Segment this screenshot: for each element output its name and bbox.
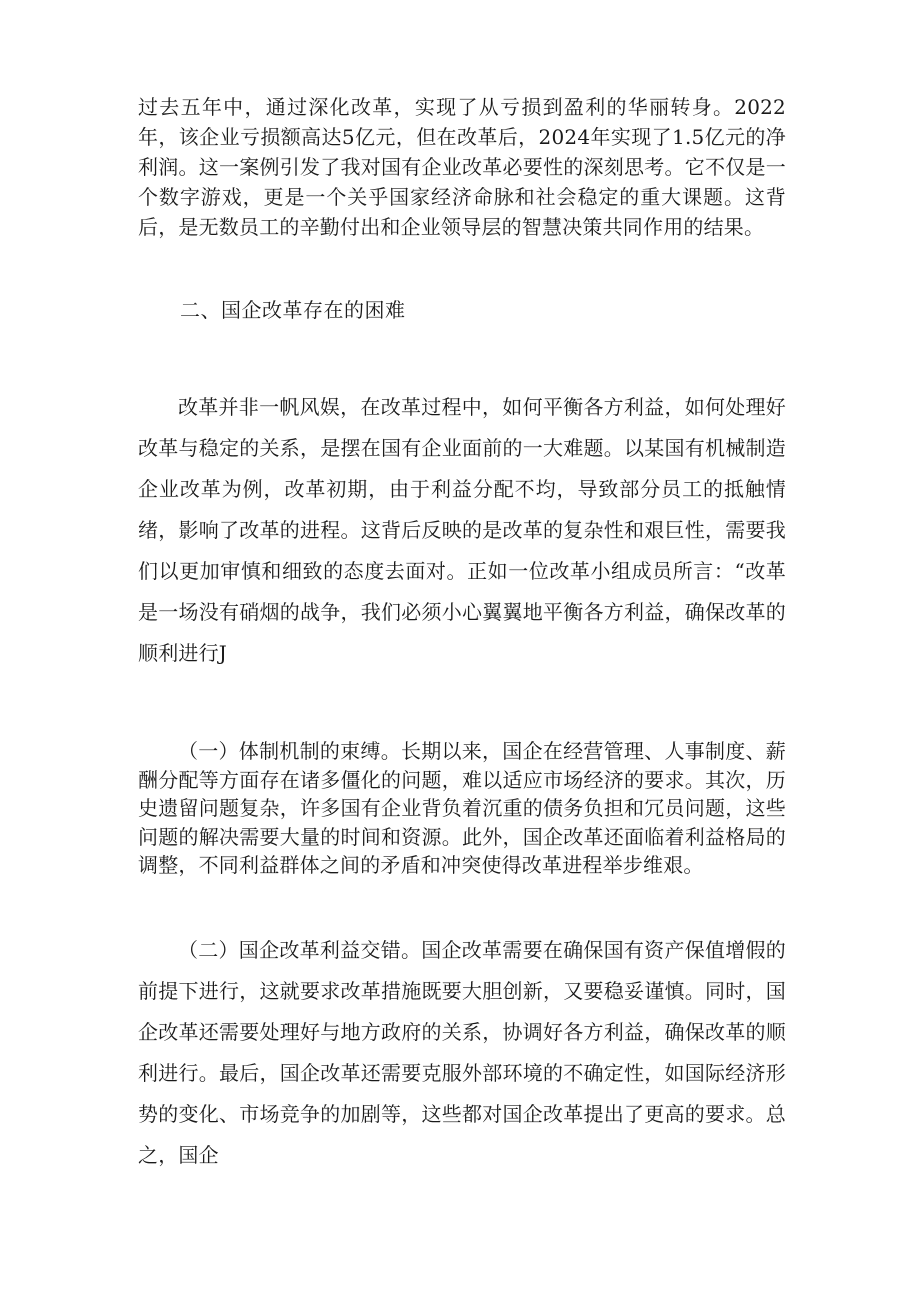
section-heading: 二、国企改革存在的困难 xyxy=(180,298,406,322)
subsection-1-paragraph: （一）体制机制的束缚。长期以来，国企在经营管理、人事制度、薪酬分配等方面存在诸多僵化的问题，难以适应市场经济的要求。其次，历史遗留问题复杂，许多国有企业背负着沉重的债务负担和冗员问题，这些问题的解决需要大量的时间和资源。此外，国企改革还面临着利益格局的调整，不同利益群体之间的矛盾和冲突使得改革进程举步维艰。 xyxy=(138,739,786,877)
difficulty-overview-paragraph: 改革并非一帆风娱，在改革过程中，如何平衡各方利益，如何处理好改革与稳定的关系，是摆在国有企业面前的一大难题。以某国有机械制造企业改革为例，改革初期，由于利益分配不均，导致部分员工的抵触情绪，影响了改革的进程。这背后反映的是改革的复杂性和艰巨性，需要我们以更加审慎和细致的态度去面对。正如一位改革小组成员所言：“改革是一场没有硝烟的战争，我们必须小心翼翼地平衡各方利益，确保改革的顺利进行J xyxy=(138,395,786,665)
subsection-2-paragraph: （二）国企改革利益交错。国企改革需要在确保国有资产保值增假的前提下进行，这就要求改革措施既要大胆创新，又要稳妥谨慎。同时，国企改革还需要处理好与地方政府的关系，协调好各方利益，确保改革的顺利进行。最后，国企改革还需要克服外部环境的不确定性，如国际经济形势的变化、市场竞争的加剧等，这些都对国企改革提出了更高的要求。总之，国企 xyxy=(138,938,786,1167)
intro-paragraph: 过去五年中，通过深化改革，实现了从亏损到盈利的华丽转身。2022年，该企业亏损额高达5亿元，但在改革后，2024年实现了1.5亿元的净利润。这一案例引发了我对国有企业改革必要性的深刻思考。它不仅是一个数字游戏，更是一个关乎国家经济命脉和社会稳定的重大课题。这背后，是无数员工的辛勤付出和企业领导层的智慧决策共同作用的结果。 xyxy=(138,95,786,239)
